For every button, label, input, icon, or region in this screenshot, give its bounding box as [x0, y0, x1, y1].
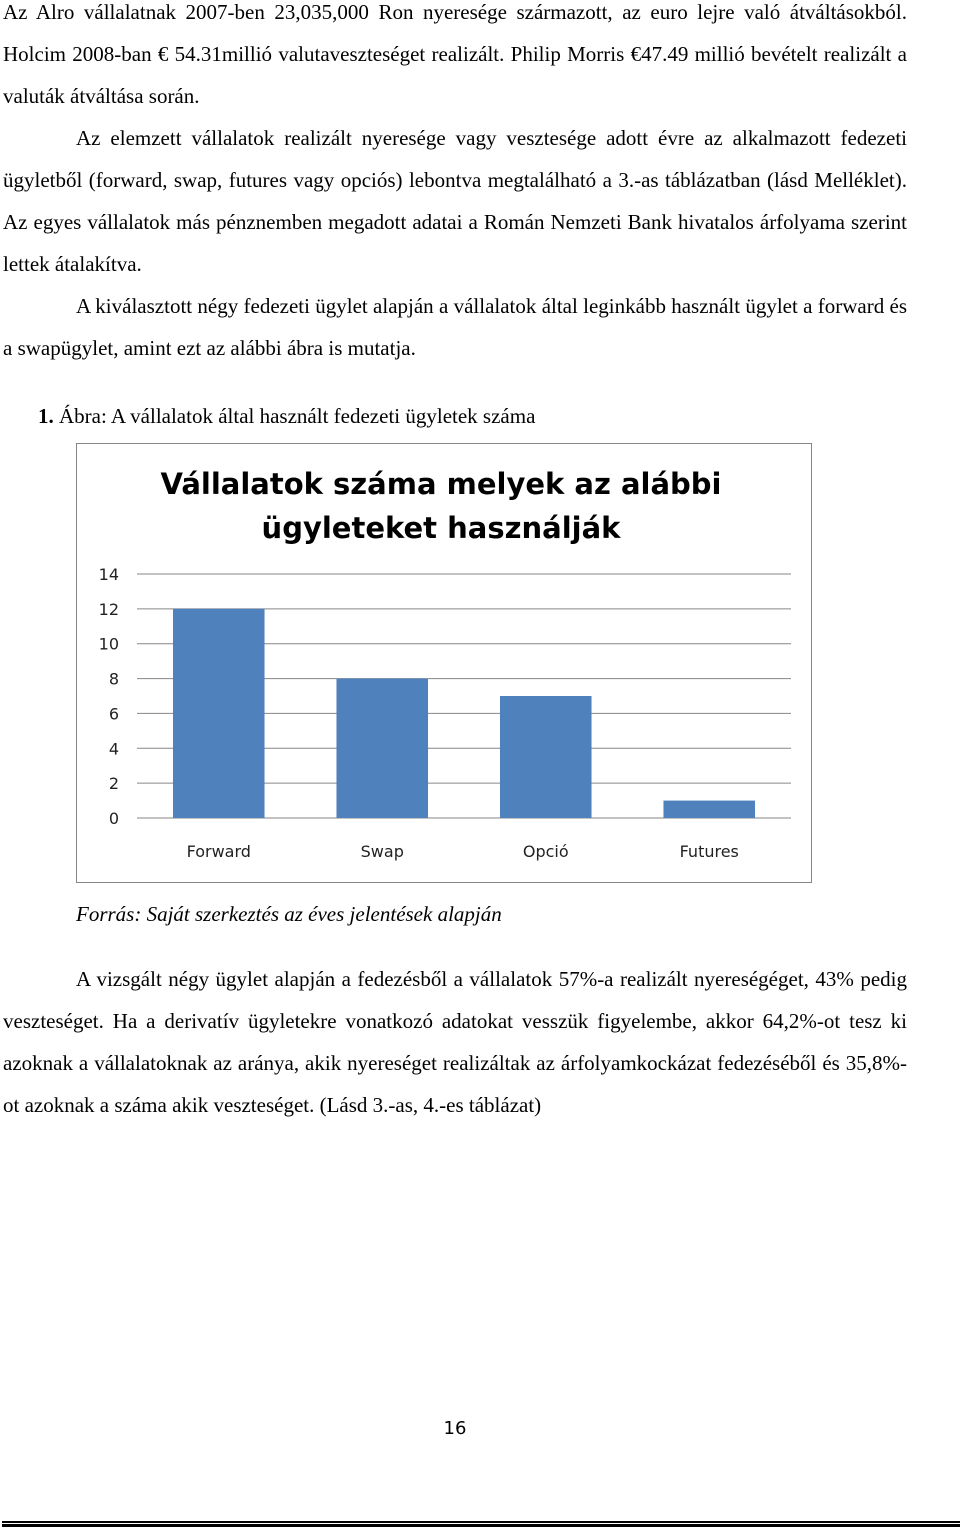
y-tick-label: 10: [98, 634, 119, 654]
paragraph-4: A vizsgált négy ügylet alapján a fedezésből a vállalatok 57%-a realizált nyereségéget, 43% pedig veszteséget. Ha a derivatív ügyletekre vonatkozó adatokat vesszük figyelembe, akkor 64,2%-ot tesz ki azoknak a vállalatoknak az aránya, akik nyereséget realizáltak az árfolyamkockázat fedezéséből és 35,8%-ot azoknak a száma akik veszteséget. (Lásd 3.-as, 4.-es táblázat): [3, 967, 907, 1117]
chart-title-line-2: ügyleteket használják: [261, 511, 621, 545]
y-tick-label: 8: [108, 669, 119, 689]
footer-rule: [2, 1521, 960, 1527]
x-category-label: Swap: [360, 842, 404, 861]
x-category-label: Futures: [679, 842, 739, 861]
figure-caption: [38, 398, 535, 434]
y-tick-label: 14: [98, 565, 119, 584]
figure-number: 1.: [38, 404, 54, 428]
chart-title-line-1: Vállalatok száma melyek az alábbi: [160, 467, 722, 501]
paragraph-2: Az elemzett vállalatok realizált nyeresége vagy vesztesége adott évre az alkalmazott fedezeti ügyletből (forward, swap, futures vagy opciós) lebontva megtalálható a 3.-as táblázatban (lásd Melléklet). Az egyes vállalatok más pénznemben megadott adatai a Román Nemzeti Bank hivatalos árfolyama szerint lettek átalakítva.: [3, 126, 907, 276]
x-category-label: Opció: [522, 842, 569, 861]
y-tick-label: 0: [108, 809, 119, 828]
figure-source: Forrás: Saját szerkeztés az éves jelentések alapján: [76, 902, 502, 926]
figure-caption-text: Ábra: A vállalatok által használt fedezeti ügyletek száma: [59, 404, 536, 428]
y-tick-label: 6: [108, 704, 119, 724]
x-category-label: Forward: [186, 842, 251, 861]
bar-futures: [663, 801, 755, 818]
chart-canvas: [77, 444, 813, 884]
chart-x-axis: [187, 842, 739, 861]
bar-opció: [500, 696, 592, 818]
bar-forward: [173, 609, 265, 818]
chart-y-axis: [99, 565, 119, 828]
y-tick-label: 12: [98, 599, 119, 619]
y-tick-label: 4: [108, 739, 119, 759]
bar-swap: [336, 679, 428, 818]
paragraph-3: A kiválasztott négy fedezeti ügylet alapján a vállalatok által leginkább használt ügylet a forward és a swapügylet, amint ezt az alábbi ábra is mutatja.: [3, 294, 907, 360]
page-number: 16: [443, 1418, 467, 1439]
paragraph-1: Az Alro vállalatnak 2007-ben 23,035,000 Ron nyeresége származott, az euro lejre való átváltásokból. Holcim 2008-ban € 54.31millió valutaveszteséget realizált. Philip Morris €47.49 millió bevételt realizált a valuták átváltása során.: [3, 0, 907, 108]
bar-chart: [76, 443, 812, 883]
y-tick-label: 2: [108, 774, 119, 794]
